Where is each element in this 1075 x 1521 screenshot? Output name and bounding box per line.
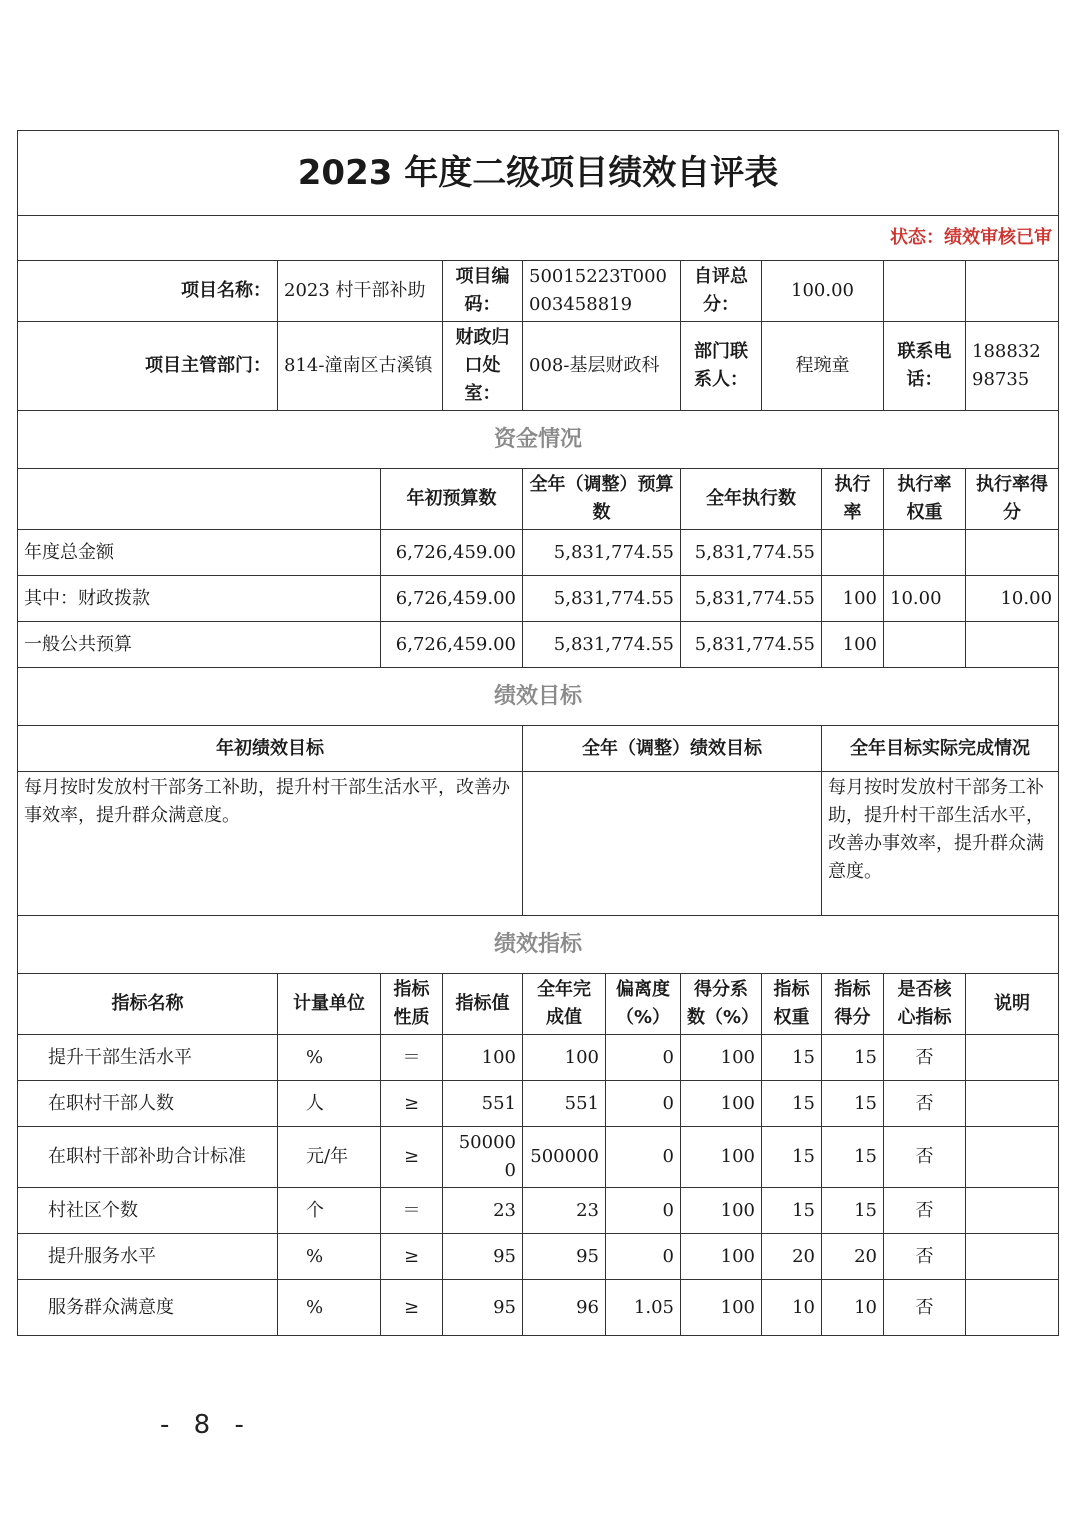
contact-label: 部门联系人： [681,322,762,411]
funds-row-weight [884,622,966,668]
ind-note [966,1035,1059,1081]
ind-value: 100 [443,1035,523,1081]
dept-value: 814-潼南区古溪镇 [278,322,443,411]
ind-core: 否 [884,1188,966,1234]
goals-adjusted-text [523,772,822,916]
goals-header-adjusted: 全年（调整）绩效目标 [523,726,822,772]
funds-header-rate: 执行率 [822,469,884,530]
goals-section-title: 绩效目标 [18,668,1059,726]
indicator-row [18,1081,1059,1127]
goals-header-actual: 全年目标实际完成情况 [822,726,1059,772]
ind-coef: 100 [681,1127,762,1188]
title-row [18,131,1059,216]
funds-row-executed: 5,831,774.55 [681,530,822,576]
funds-row [18,622,1059,668]
ind-header-done: 全年完成值 [523,974,606,1035]
ind-nature: ≥ [381,1127,443,1188]
ind-header-note: 说明 [966,974,1059,1035]
indicators-header-row [18,974,1059,1035]
funds-row-budget: 6,726,459.00 [381,530,523,576]
funds-header-weight: 执行率权重 [884,469,966,530]
ind-core: 否 [884,1081,966,1127]
ind-done: 23 [523,1188,606,1234]
page-title: 2023 年度二级项目绩效自评表 [18,131,1059,216]
ind-done: 95 [523,1234,606,1280]
ind-unit: 元/年 [278,1127,381,1188]
status-label: 状态：绩效审核已审 [18,216,1059,261]
goals-actual-text: 每月按时发放村干部务工补助，提升村干部生活水平，改善办事效率，提升群众满意度。 [822,772,1059,916]
ind-dev: 0 [606,1188,681,1234]
phone-value: 18883298735 [966,322,1059,411]
score-value: 100.00 [762,261,884,322]
ind-name: 村社区个数 [18,1188,278,1234]
indicator-row [18,1127,1059,1188]
ind-nature: ≥ [381,1234,443,1280]
ind-score: 15 [822,1081,884,1127]
score-label: 自评总分： [681,261,762,322]
ind-coef: 100 [681,1188,762,1234]
ind-unit: % [278,1035,381,1081]
ind-nature: ＝ [381,1035,443,1081]
contact-value: 程琬童 [762,322,884,411]
ind-core: 否 [884,1280,966,1336]
ind-score: 10 [822,1280,884,1336]
blank-cell [884,261,966,322]
funds-row-weight [884,530,966,576]
ind-nature: ≥ [381,1280,443,1336]
dept-label: 项目主管部门： [18,322,278,411]
ind-dev: 0 [606,1081,681,1127]
funds-row-rate: 100 [822,622,884,668]
finance-label: 财政归口处室： [443,322,523,411]
ind-value: 23 [443,1188,523,1234]
ind-coef: 100 [681,1280,762,1336]
funds-row-name: 年度总金额 [18,530,381,576]
project-name-value: 2023 村干部补助 [278,261,443,322]
funds-row [18,530,1059,576]
blank-cell [18,469,381,530]
ind-header-value: 指标值 [443,974,523,1035]
phone-label: 联系电话： [884,322,966,411]
blank-cell [966,261,1059,322]
ind-score: 15 [822,1035,884,1081]
ind-done: 96 [523,1280,606,1336]
funds-row-score [966,622,1059,668]
ind-core: 否 [884,1035,966,1081]
ind-unit: 个 [278,1188,381,1234]
ind-value: 551 [443,1081,523,1127]
goals-section-row [18,668,1059,726]
finance-value: 008-基层财政科 [523,322,681,411]
goals-content-row [18,772,1059,916]
ind-dev: 0 [606,1127,681,1188]
ind-value: 95 [443,1280,523,1336]
funds-row-adjusted: 5,831,774.55 [523,622,681,668]
funds-row-name: 其中：财政拨款 [18,576,381,622]
ind-header-core: 是否核心指标 [884,974,966,1035]
ind-name: 在职村干部人数 [18,1081,278,1127]
ind-unit: 人 [278,1081,381,1127]
funds-row-budget: 6,726,459.00 [381,622,523,668]
ind-core: 否 [884,1234,966,1280]
ind-note [966,1188,1059,1234]
ind-weight: 10 [762,1280,822,1336]
funds-header-row [18,469,1059,530]
ind-weight: 15 [762,1081,822,1127]
funds-header-budget: 年初预算数 [381,469,523,530]
ind-done: 100 [523,1035,606,1081]
indicator-row [18,1234,1059,1280]
funds-header-adjusted: 全年（调整）预算数 [523,469,681,530]
ind-score: 15 [822,1188,884,1234]
funds-row-executed: 5,831,774.55 [681,622,822,668]
ind-core: 否 [884,1127,966,1188]
info-row-1 [18,261,1059,322]
goals-initial-text: 每月按时发放村干部务工补助，提升村干部生活水平，改善办事效率，提升群众满意度。 [18,772,523,916]
ind-nature: ≥ [381,1081,443,1127]
ind-unit: % [278,1280,381,1336]
funds-row-score [966,530,1059,576]
project-code-label: 项目编码： [443,261,523,322]
funds-row-weight: 10.00 [884,576,966,622]
ind-coef: 100 [681,1081,762,1127]
project-name-label: 项目名称： [18,261,278,322]
goals-header-initial: 年初绩效目标 [18,726,523,772]
ind-header-coef: 得分系数（%） [681,974,762,1035]
ind-nature: ＝ [381,1188,443,1234]
ind-done: 551 [523,1081,606,1127]
ind-score: 15 [822,1127,884,1188]
indicators-section-title: 绩效指标 [18,916,1059,974]
indicator-row [18,1035,1059,1081]
ind-dev: 0 [606,1234,681,1280]
indicator-row [18,1280,1059,1336]
funds-row-adjusted: 5,831,774.55 [523,530,681,576]
ind-unit: % [278,1234,381,1280]
ind-name: 在职村干部补助合计标准 [18,1127,278,1188]
ind-value: 500000 [443,1127,523,1188]
project-code-value: 50015223T000003458819 [523,261,681,322]
ind-weight: 20 [762,1234,822,1280]
ind-note [966,1081,1059,1127]
funds-row [18,576,1059,622]
info-row-2 [18,322,1059,411]
funds-row-adjusted: 5,831,774.55 [523,576,681,622]
funds-row-score: 10.00 [966,576,1059,622]
ind-dev: 1.05 [606,1280,681,1336]
ind-note [966,1234,1059,1280]
ind-header-dev: 偏离度（%） [606,974,681,1035]
indicator-row [18,1188,1059,1234]
funds-header-score: 执行率得分 [966,469,1059,530]
page-number: - 8 - [160,1410,252,1440]
ind-header-weight: 指标权重 [762,974,822,1035]
status-row [18,216,1059,261]
funds-row-executed: 5,831,774.55 [681,576,822,622]
ind-value: 95 [443,1234,523,1280]
evaluation-table [17,130,1059,1336]
ind-header-unit: 计量单位 [278,974,381,1035]
ind-done: 500000 [523,1127,606,1188]
ind-name: 提升服务水平 [18,1234,278,1280]
funds-section-title: 资金情况 [18,411,1059,469]
indicators-section-row [18,916,1059,974]
ind-coef: 100 [681,1035,762,1081]
ind-dev: 0 [606,1035,681,1081]
funds-row-name: 一般公共预算 [18,622,381,668]
funds-row-rate [822,530,884,576]
goals-header-row [18,726,1059,772]
funds-section-row [18,411,1059,469]
ind-weight: 15 [762,1127,822,1188]
ind-weight: 15 [762,1035,822,1081]
funds-row-rate: 100 [822,576,884,622]
ind-name: 服务群众满意度 [18,1280,278,1336]
funds-row-budget: 6,726,459.00 [381,576,523,622]
ind-header-nature: 指标性质 [381,974,443,1035]
funds-header-executed: 全年执行数 [681,469,822,530]
ind-note [966,1280,1059,1336]
ind-header-name: 指标名称 [18,974,278,1035]
ind-header-score: 指标得分 [822,974,884,1035]
ind-weight: 15 [762,1188,822,1234]
ind-name: 提升干部生活水平 [18,1035,278,1081]
ind-score: 20 [822,1234,884,1280]
ind-coef: 100 [681,1234,762,1280]
ind-note [966,1127,1059,1188]
